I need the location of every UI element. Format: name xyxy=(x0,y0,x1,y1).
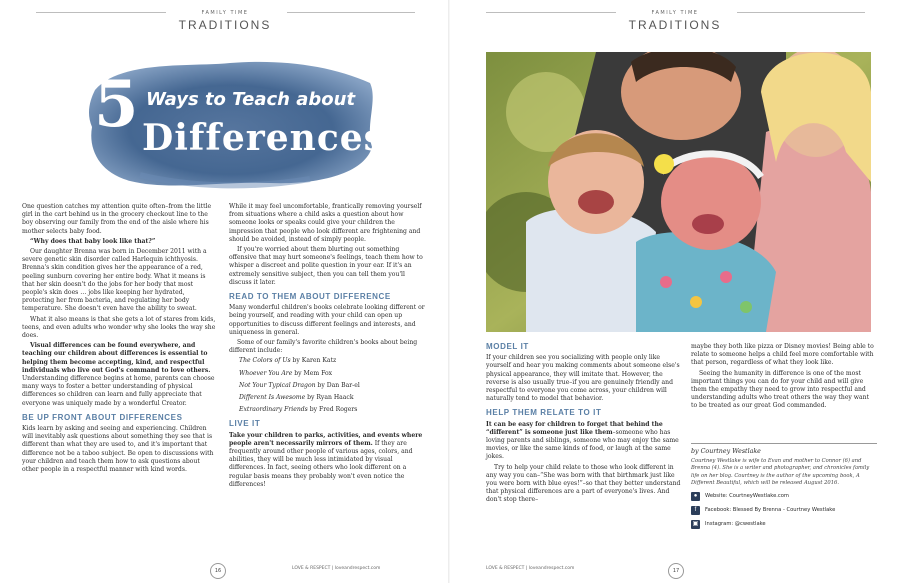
bio-divider xyxy=(691,443,877,444)
left-column-2 xyxy=(229,203,425,491)
paragraph: One question catches my attention quite often–from the little girl in the cart behind us in the grocery checkout line to the boy observing our family from the end of the aisle where his mother selects baby food. xyxy=(22,203,212,235)
book-item xyxy=(229,357,425,365)
footer-text: LOVE & RESPECT | loveandrespect.com xyxy=(292,566,381,571)
book-author: by Dan Bar-el xyxy=(315,381,360,389)
title-line-1: Ways to Teach about xyxy=(146,89,356,110)
footer-text: LOVE & RESPECT | loveandrespect.com xyxy=(486,566,575,571)
social-text: Instagram: @cwestlake xyxy=(705,520,766,527)
header-rule-right xyxy=(287,12,415,13)
paragraph: What it also means is that she gets a lot of stares from kids, teens, and even adults who wonder why she looks the way she does. xyxy=(22,315,216,340)
paragraph: Kids learn by asking and seeing and experiencing. Children will inevitably ask questions about something they see that is different than what they are used to, and it's important that difference not be a taboo subject. Be open to discussions with your children and teach them how to ask questions about other people in a respectful manner with kind words. xyxy=(22,425,214,474)
book-title: The Colors of Us xyxy=(239,357,291,365)
section-heading: MODEL IT xyxy=(486,342,529,351)
page-number: 17 xyxy=(668,563,684,579)
bold-text: Take your children to parks, activities, and events where people aren't necessarily mirrors of them. xyxy=(229,431,423,447)
quote: “Why does that baby look like that?” xyxy=(30,237,156,245)
bio-text: Courtney Westlake is wife to Evan and mother to Connor (6) and Brenna (4). She is a writer and photographer, and chronicles family life on her blog. Courtney is the author of the upcoming book, A Different Beautiful, which will be released August 2016. xyxy=(691,458,870,486)
header-rule-right xyxy=(737,12,865,13)
text: –someone who has loving parents and siblings, someone who may enjoy the same movies, or like the same kinds of food, or laugh at the same jokes. xyxy=(486,428,679,461)
running-header xyxy=(125,10,325,32)
author-bio xyxy=(691,443,877,529)
globe-icon: ● xyxy=(691,492,700,501)
paragraph: Many wonderful children's books celebrate looking different or being yourself, and reading with your child can open up opportunities to discuss different feelings and interests, and uniqueness in general. xyxy=(229,304,425,336)
book-item xyxy=(229,406,425,414)
book-item xyxy=(229,382,425,390)
running-header xyxy=(575,10,775,32)
right-page xyxy=(450,0,900,583)
text: Understanding difference begins at home, parents can choose many ways to foster a better understanding of physical differences so children can learn and fully appreciate that everyone was uniquely made by a wonderful Creator. xyxy=(22,375,215,407)
bold-text: It can be easy for children to forget that behind the “different” is someone just like them xyxy=(486,420,663,436)
section-heading: BE UP FRONT ABOUT DIFFERENCES xyxy=(22,412,183,422)
left-column-1 xyxy=(22,203,218,476)
social-text: Facebook: Blessed By Brenna - Courtney Westlake xyxy=(705,506,836,513)
bold-text: Visual differences can be found everywhere, and teaching our children about differences is essential to helping them become accepting, kind, and respectful individuals who live out God's command to love others. xyxy=(22,342,211,374)
section-heading: HELP THEM RELATE TO IT xyxy=(486,408,602,418)
kicker: FAMILY TIME xyxy=(651,10,699,16)
paragraph xyxy=(486,421,682,462)
paragraph: While it may feel uncomfortable, frantically removing yourself from situations where a child asks a question about how someone looks or speaks could give your children the impression that people who look different are frightening and should be avoided, instead of simply people. xyxy=(229,203,422,243)
section-heading: LIVE IT xyxy=(229,419,261,429)
right-column-1 xyxy=(486,343,682,507)
family-photo xyxy=(486,52,871,332)
paragraph xyxy=(229,432,425,489)
book-item xyxy=(229,370,425,378)
family-photo-illustration xyxy=(486,52,871,332)
book-author: by Karen Katz xyxy=(290,357,337,365)
title-number: 5 xyxy=(94,67,139,142)
paragraph xyxy=(22,342,218,408)
paragraph: maybe they both like pizza or Disney movies! Being able to relate to someone helps a child feel more comfortable with that person, regardless of what they look like. xyxy=(691,343,874,367)
paragraph: Some of our family's favorite children's books about being different include: xyxy=(229,339,418,355)
social-instagram xyxy=(691,520,877,529)
social-facebook xyxy=(691,506,877,515)
paragraph: Try to help your child relate to those who look different in any way you can–“She was born with that birthmark just like you were born with blue eyes!”–so that they better understand that physical differences are a part of everyone's lives. And don't stop there– xyxy=(486,463,681,504)
instagram-icon: ▣ xyxy=(692,521,699,528)
book-list xyxy=(229,357,425,414)
paragraph: Our daughter Brenna was born in December 2011 with a severe genetic skin disorder called Harlequin ichthyosis. Brenna's skin condition gives her the appearance of a red, peeling sunburn covering her entire body. What it means is that her skin doesn't do the jobs for her body that most people's skin does … jobs like keeping her hydrated, protecting her from bacteria, and regulating her body temperature. She doesn't even have the ability to sweat. xyxy=(22,248,207,313)
book-author: by Mem Fox xyxy=(292,369,333,377)
kicker: FAMILY TIME xyxy=(201,10,249,16)
article-title xyxy=(80,55,385,195)
paragraph: If you're worried about them blurting out something offensive that may hurt someone's feelings, teach them how to whisper a discreet and polite question in your ear. If it's an extremely sensitive subject, then you can tell them you'll discuss it later. xyxy=(229,246,423,286)
book-item xyxy=(229,394,425,402)
section-title: TRADITIONS xyxy=(178,18,272,32)
book-author: by Ryan Haack xyxy=(305,394,354,402)
paragraph: Seeing the humanity in difference is one of the most important things you can do for your child and will give them the empathy they need to grow into respectful and understanding adults who treat others the way they want to be treated as our great God commanded. xyxy=(691,369,870,410)
section-heading: READ TO THEM ABOUT DIFFERENCE xyxy=(229,292,391,302)
right-column-2 xyxy=(691,343,877,413)
book-author: by Fred Rogers xyxy=(307,406,358,414)
social-text: Website: CourtneyWestlake.com xyxy=(705,492,789,499)
book-title: Different Is Awesome xyxy=(239,394,306,402)
title-line-2: Differences xyxy=(142,117,385,159)
social-website xyxy=(691,492,877,501)
book-title: Extraordinary Friends xyxy=(239,406,308,414)
facebook-icon: f xyxy=(691,506,700,515)
text: If they are frequently around other people of various ages, colors, and abilities, they will be much less intimidated by visual differences. In fact, seeing others who look different on a regular basis means they probably won't even notice the differences! xyxy=(229,439,413,488)
book-title: Not Your Typical Dragon xyxy=(239,381,316,389)
book-title: Whoever You Are xyxy=(239,369,293,377)
section-title: TRADITIONS xyxy=(628,18,722,32)
page-number: 16 xyxy=(210,563,226,579)
byline: by Courtney Westlake xyxy=(691,448,761,455)
paragraph: If your children see you socializing with people only like yourself and hear you making comments about someone else's physical appearance, they will imitate that. However, the reverse is also usually true–if you are genuinely friendly and respectful to everyone you come across, your children will naturally tend to model that behavior. xyxy=(486,354,680,403)
